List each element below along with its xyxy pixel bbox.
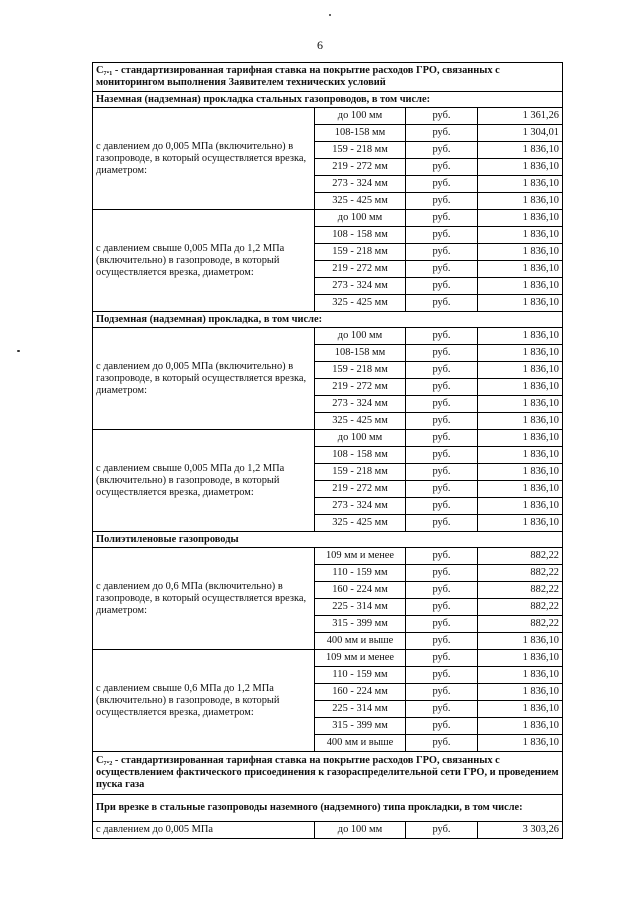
rate-value-cell: 1 836,10 (478, 278, 563, 295)
unit-cell: руб. (406, 735, 478, 752)
rate-c72-header: С₇.₂ - стандартизированная тарифная ставка на покрытие расходов ГРО, связанных с осуществлением фактического присоединения к газораспределительной сети ГРО, и проведением пуска газа (93, 752, 563, 795)
rate-c72-header-row (93, 752, 563, 795)
rate-value-cell: 1 836,10 (478, 633, 563, 650)
diameter-cell: 225 - 314 мм (315, 701, 406, 718)
diameter-cell: 219 - 272 мм (315, 481, 406, 498)
table-row (93, 430, 563, 447)
rate-value-cell: 1 836,10 (478, 379, 563, 396)
diameter-cell: 108-158 мм (315, 125, 406, 142)
rate-value-cell: 1 836,10 (478, 701, 563, 718)
pressure-condition-label: с давлением до 0,005 МПа (включительно) в газопроводе, в который осуществляется врезка, диаметром: (93, 108, 315, 210)
rate-value-cell: 882,22 (478, 548, 563, 565)
pressure-condition-label: с давлением до 0,6 МПа (включительно) в газопроводе, в который осуществляется врезка, диаметром: (93, 548, 315, 650)
diameter-cell: до 100 мм (315, 210, 406, 227)
unit-cell: руб. (406, 667, 478, 684)
rate-value-cell: 1 836,10 (478, 430, 563, 447)
unit-cell: руб. (406, 413, 478, 430)
diameter-cell: 109 мм и менее (315, 650, 406, 667)
unit-cell: руб. (406, 582, 478, 599)
rate-value-cell: 1 836,10 (478, 244, 563, 261)
unit-cell: руб. (406, 481, 478, 498)
diameter-cell: 273 - 324 мм (315, 278, 406, 295)
diameter-cell: 110 - 159 мм (315, 667, 406, 684)
section-title: При врезке в стальные газопроводы наземного (надземного) типа прокладки, в том числе: (93, 795, 563, 822)
unit-cell: руб. (406, 108, 478, 125)
rate-c71-header-row (93, 63, 563, 92)
diameter-cell: 160 - 224 мм (315, 684, 406, 701)
rate-value-cell: 1 836,10 (478, 498, 563, 515)
diameter-cell: до 100 мм (315, 822, 406, 839)
diameter-cell: 325 - 425 мм (315, 295, 406, 312)
unit-cell: руб. (406, 125, 478, 142)
pressure-condition-label: с давлением свыше 0,005 МПа до 1,2 МПа (включительно) в газопроводе, в который осуществляется врезка, диаметром: (93, 430, 315, 532)
diameter-cell: 108 - 158 мм (315, 227, 406, 244)
diameter-cell: 108 - 158 мм (315, 447, 406, 464)
diameter-cell: 273 - 324 мм (315, 498, 406, 515)
pressure-condition-label: с давлением до 0,005 МПа (включительно) в газопроводе, в который осуществляется врезка, диаметром: (93, 328, 315, 430)
rate-value-cell: 1 361,26 (478, 108, 563, 125)
unit-cell: руб. (406, 295, 478, 312)
diameter-cell: до 100 мм (315, 108, 406, 125)
scan-speck (17, 350, 20, 352)
rate-value-cell: 1 836,10 (478, 159, 563, 176)
diameter-cell: 325 - 425 мм (315, 515, 406, 532)
unit-cell: руб. (406, 447, 478, 464)
page-number: 6 (317, 38, 323, 52)
unit-cell: руб. (406, 345, 478, 362)
table-row (93, 548, 563, 565)
diameter-cell: 273 - 324 мм (315, 396, 406, 413)
table-row (93, 108, 563, 125)
diameter-cell: 109 мм и менее (315, 548, 406, 565)
rate-value-cell: 1 836,10 (478, 328, 563, 345)
rate-value-cell: 1 836,10 (478, 481, 563, 498)
rate-value-cell: 3 303,26 (478, 822, 563, 839)
unit-cell: руб. (406, 362, 478, 379)
rate-value-cell: 882,22 (478, 599, 563, 616)
unit-cell: руб. (406, 244, 478, 261)
table-row (93, 822, 563, 839)
rate-value-cell: 1 836,10 (478, 362, 563, 379)
unit-cell: руб. (406, 701, 478, 718)
unit-cell: руб. (406, 159, 478, 176)
unit-cell: руб. (406, 396, 478, 413)
unit-cell: руб. (406, 430, 478, 447)
rate-value-cell: 882,22 (478, 616, 563, 633)
unit-cell: руб. (406, 278, 478, 295)
diameter-cell: 400 мм и выше (315, 633, 406, 650)
unit-cell: руб. (406, 464, 478, 481)
unit-cell: руб. (406, 718, 478, 735)
table-row (93, 328, 563, 345)
diameter-cell: 325 - 425 мм (315, 413, 406, 430)
diameter-cell: 225 - 314 мм (315, 599, 406, 616)
rate-value-cell: 1 836,10 (478, 396, 563, 413)
unit-cell: руб. (406, 822, 478, 839)
diameter-cell: 273 - 324 мм (315, 176, 406, 193)
rate-value-cell: 1 836,10 (478, 735, 563, 752)
rate-value-cell: 1 836,10 (478, 295, 563, 312)
unit-cell: руб. (406, 565, 478, 582)
unit-cell: руб. (406, 261, 478, 278)
diameter-cell: 325 - 425 мм (315, 193, 406, 210)
unit-cell: руб. (406, 210, 478, 227)
unit-cell: руб. (406, 328, 478, 345)
pressure-condition-label: с давлением свыше 0,6 МПа до 1,2 МПа (включительно) в газопроводе, в который осуществляется врезка, диаметром: (93, 650, 315, 752)
unit-cell: руб. (406, 227, 478, 244)
diameter-cell: 159 - 218 мм (315, 464, 406, 481)
diameter-cell: до 100 мм (315, 430, 406, 447)
diameter-cell: 400 мм и выше (315, 735, 406, 752)
unit-cell: руб. (406, 650, 478, 667)
section-title: Полиэтиленовые газопроводы (93, 532, 563, 548)
diameter-cell: до 100 мм (315, 328, 406, 345)
unit-cell: руб. (406, 599, 478, 616)
rate-value-cell: 882,22 (478, 582, 563, 599)
table-row (93, 210, 563, 227)
rate-value-cell: 1 836,10 (478, 227, 563, 244)
rate-value-cell: 1 836,10 (478, 345, 563, 362)
diameter-cell: 315 - 399 мм (315, 616, 406, 633)
unit-cell: руб. (406, 515, 478, 532)
section-title: Подземная (надземная) прокладка, в том числе: (93, 312, 563, 328)
rate-value-cell: 1 836,10 (478, 515, 563, 532)
section-title-row (93, 532, 563, 548)
section-title-row (93, 795, 563, 822)
rate-value-cell: 1 836,10 (478, 261, 563, 278)
diameter-cell: 159 - 218 мм (315, 362, 406, 379)
unit-cell: руб. (406, 684, 478, 701)
rate-value-cell: 1 836,10 (478, 176, 563, 193)
diameter-cell: 159 - 218 мм (315, 244, 406, 261)
rate-value-cell: 1 836,10 (478, 464, 563, 481)
unit-cell: руб. (406, 616, 478, 633)
diameter-cell: 219 - 272 мм (315, 159, 406, 176)
unit-cell: руб. (406, 633, 478, 650)
rate-value-cell: 1 836,10 (478, 650, 563, 667)
unit-cell: руб. (406, 193, 478, 210)
section-title: Наземная (надземная) прокладка стальных газопроводов, в том числе: (93, 92, 563, 108)
section-title-row (93, 92, 563, 108)
unit-cell: руб. (406, 498, 478, 515)
rate-value-cell: 1 836,10 (478, 413, 563, 430)
rate-value-cell: 1 836,10 (478, 667, 563, 684)
diameter-cell: 108-158 мм (315, 345, 406, 362)
rate-value-cell: 1 836,10 (478, 142, 563, 159)
scan-speck (329, 14, 331, 16)
diameter-cell: 160 - 224 мм (315, 582, 406, 599)
rate-value-cell: 1 836,10 (478, 447, 563, 464)
diameter-cell: 219 - 272 мм (315, 261, 406, 278)
rate-value-cell: 1 836,10 (478, 193, 563, 210)
diameter-cell: 219 - 272 мм (315, 379, 406, 396)
unit-cell: руб. (406, 176, 478, 193)
diameter-cell: 315 - 399 мм (315, 718, 406, 735)
diameter-cell: 159 - 218 мм (315, 142, 406, 159)
unit-cell: руб. (406, 142, 478, 159)
rate-value-cell: 882,22 (478, 565, 563, 582)
unit-cell: руб. (406, 548, 478, 565)
table-row (93, 650, 563, 667)
tariff-table (92, 62, 563, 839)
pressure-condition-label: с давлением до 0,005 МПа (93, 822, 315, 839)
rate-c71-header: С₇.₁ - стандартизированная тарифная ставка на покрытие расходов ГРО, связанных с мониторингом выполнения Заявителем технических условий (93, 63, 563, 92)
rate-value-cell: 1 836,10 (478, 210, 563, 227)
rate-value-cell: 1 304,01 (478, 125, 563, 142)
rate-value-cell: 1 836,10 (478, 718, 563, 735)
section-title-row (93, 312, 563, 328)
diameter-cell: 110 - 159 мм (315, 565, 406, 582)
rate-value-cell: 1 836,10 (478, 684, 563, 701)
pressure-condition-label: с давлением свыше 0,005 МПа до 1,2 МПа (включительно) в газопроводе, в который осуществляется врезка, диаметром: (93, 210, 315, 312)
unit-cell: руб. (406, 379, 478, 396)
